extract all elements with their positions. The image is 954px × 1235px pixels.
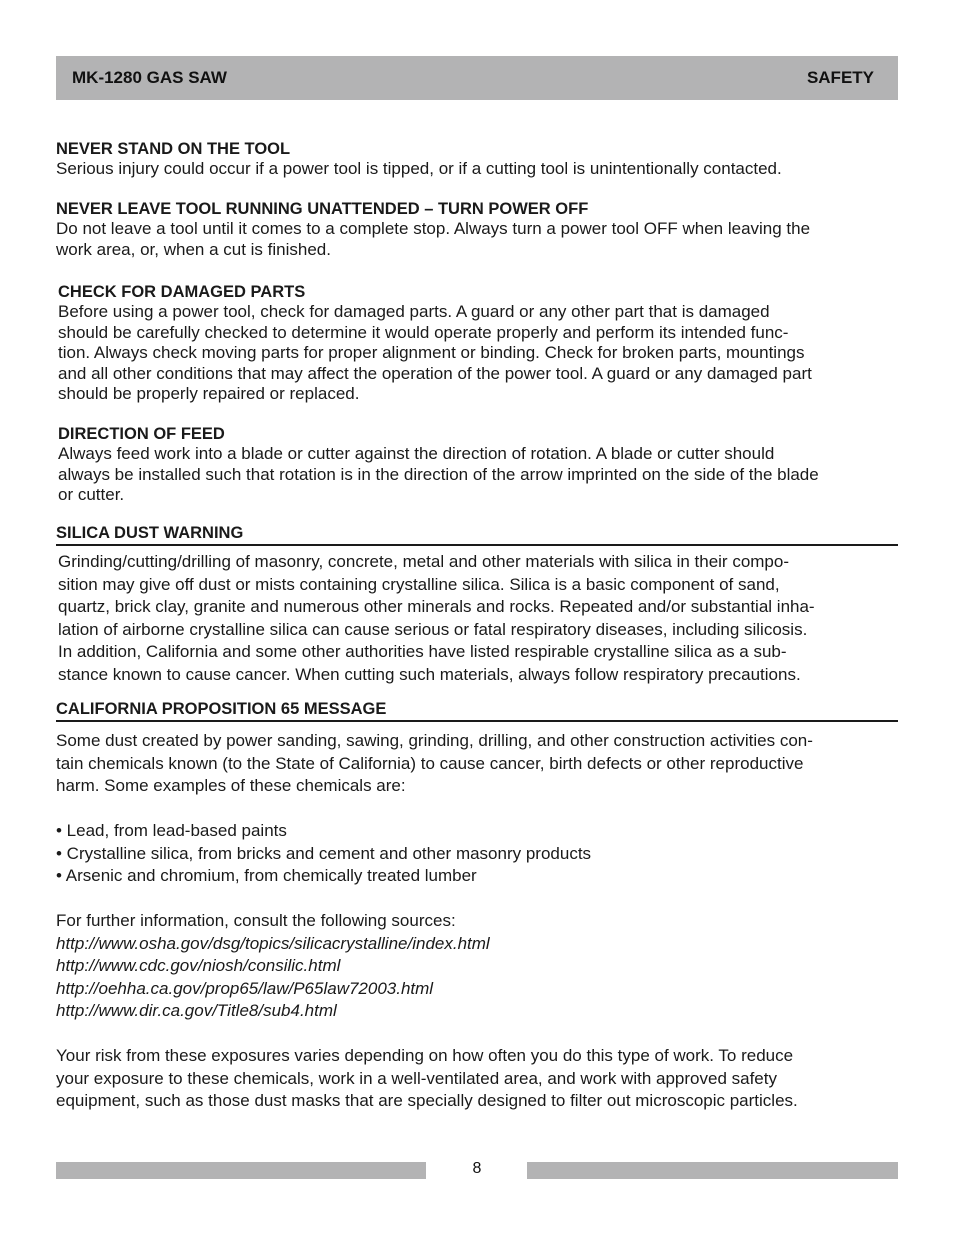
prop65-heading-rule	[56, 700, 898, 722]
section-line: In addition, California and some other authorities have listed respirable crystalline silica as a sub-	[58, 642, 787, 661]
source-link[interactable]: http://oehha.ca.gov/prop65/law/P65law72003.html	[56, 978, 434, 998]
silica-heading-rule	[56, 524, 898, 546]
section-line: quartz, brick clay, granite and numerous other minerals and rocks. Repeated and/or substantial inha-	[58, 597, 815, 616]
section-line: or cutter.	[58, 485, 125, 504]
section-prop65	[56, 730, 898, 1113]
page-header	[56, 56, 898, 100]
section-line: lation of airborne crystalline silica can cause serious or fatal respiratory diseases, including silicosis.	[58, 619, 808, 639]
section-line: sition may give off dust or mists containing crystalline silica. Silica is a basic component of sand,	[58, 574, 780, 594]
section-heading: CHECK FOR DAMAGED PARTS	[58, 283, 306, 301]
section-never-stand	[56, 139, 898, 180]
spacer	[56, 798, 898, 821]
closing-line: Your risk from these exposures varies depending on how often you do this type of work. To reduce	[56, 1046, 794, 1065]
section-title: SAFETY	[806, 68, 874, 87]
intro-line: harm. Some examples of these chemicals are:	[56, 776, 406, 795]
section-line: should be properly repaired or replaced.	[58, 384, 360, 403]
section-heading: NEVER LEAVE TOOL RUNNING UNATTENDED – TURN POWER OFF	[56, 200, 589, 218]
section-line: always be installed such that rotation is in the direction of the arrow imprinted on the side of the blade	[58, 464, 819, 484]
page-number: 8	[472, 1160, 482, 1177]
section-direction-feed	[58, 424, 900, 506]
section-line: work area, or, when a cut is finished.	[56, 239, 331, 259]
section-line: should be carefully checked to determine it would operate properly and perform its intended func-	[58, 322, 789, 342]
section-line: stance known to cause cancer. When cutting such materials, always follow respiratory precautions.	[58, 664, 801, 684]
source-link[interactable]: http://www.osha.gov/dsg/topics/silicacrystalline/index.html	[56, 933, 490, 953]
intro-line: tain chemicals known (to the State of California) to cause cancer, birth defects or other reproductive	[56, 753, 804, 773]
spacer	[56, 1023, 898, 1046]
section-line: Do not leave a tool until it comes to a complete stop. Always turn a power tool OFF when leaving the	[56, 219, 811, 238]
spacer	[56, 888, 898, 911]
section-line: Always feed work into a blade or cutter against the direction of rotation. A blade or cutter should	[58, 444, 775, 463]
source-link[interactable]: http://www.cdc.gov/niosh/consilic.html	[56, 956, 341, 975]
section-damaged-parts	[58, 282, 900, 405]
bullet-item: • Crystalline silica, from bricks and cement and other masonry products	[56, 843, 592, 863]
section-line: Grinding/cutting/drilling of masonry, concrete, metal and other materials with silica in their compo-	[58, 552, 789, 571]
section-silica	[58, 551, 900, 686]
section-unattended	[56, 199, 898, 260]
intro-line: Some dust created by power sanding, sawing, grinding, drilling, and other construction activities con-	[56, 731, 813, 750]
model-title: MK-1280 GAS SAW	[72, 68, 227, 87]
closing-line: equipment, such as those dust masks that are specially designed to filter out microscopic particles.	[56, 1091, 798, 1110]
footer-bar-right	[527, 1162, 898, 1179]
section-text: Serious injury could occur if a power tool is tipped, or if a cutting tool is unintentionally contacted.	[56, 159, 782, 178]
section-heading: NEVER STAND ON THE TOOL	[56, 140, 291, 158]
section-heading: DIRECTION OF FEED	[58, 425, 225, 443]
section-line: Before using a power tool, check for damaged parts. A guard or any other part that is damaged	[58, 302, 770, 321]
closing-line: your exposure to these chemicals, work in a well-ventilated area, and work with approved safety	[56, 1068, 777, 1088]
source-link[interactable]: http://www.dir.ca.gov/Title8/sub4.html	[56, 1001, 337, 1020]
bullet-item: • Lead, from lead-based paints	[56, 821, 287, 840]
bullet-item: • Arsenic and chromium, from chemically treated lumber	[56, 866, 477, 885]
sources-label: For further information, consult the following sources:	[56, 911, 456, 930]
section-line: and all other conditions that may affect the operation of the power tool. A guard or any damaged part	[58, 363, 812, 383]
section-heading: CALIFORNIA PROPOSITION 65 MESSAGE	[56, 700, 387, 718]
footer-bar-left	[56, 1162, 426, 1179]
section-line: tion. Always check moving parts for proper alignment or binding. Check for broken parts, mountings	[58, 343, 805, 362]
section-heading: SILICA DUST WARNING	[56, 524, 244, 542]
